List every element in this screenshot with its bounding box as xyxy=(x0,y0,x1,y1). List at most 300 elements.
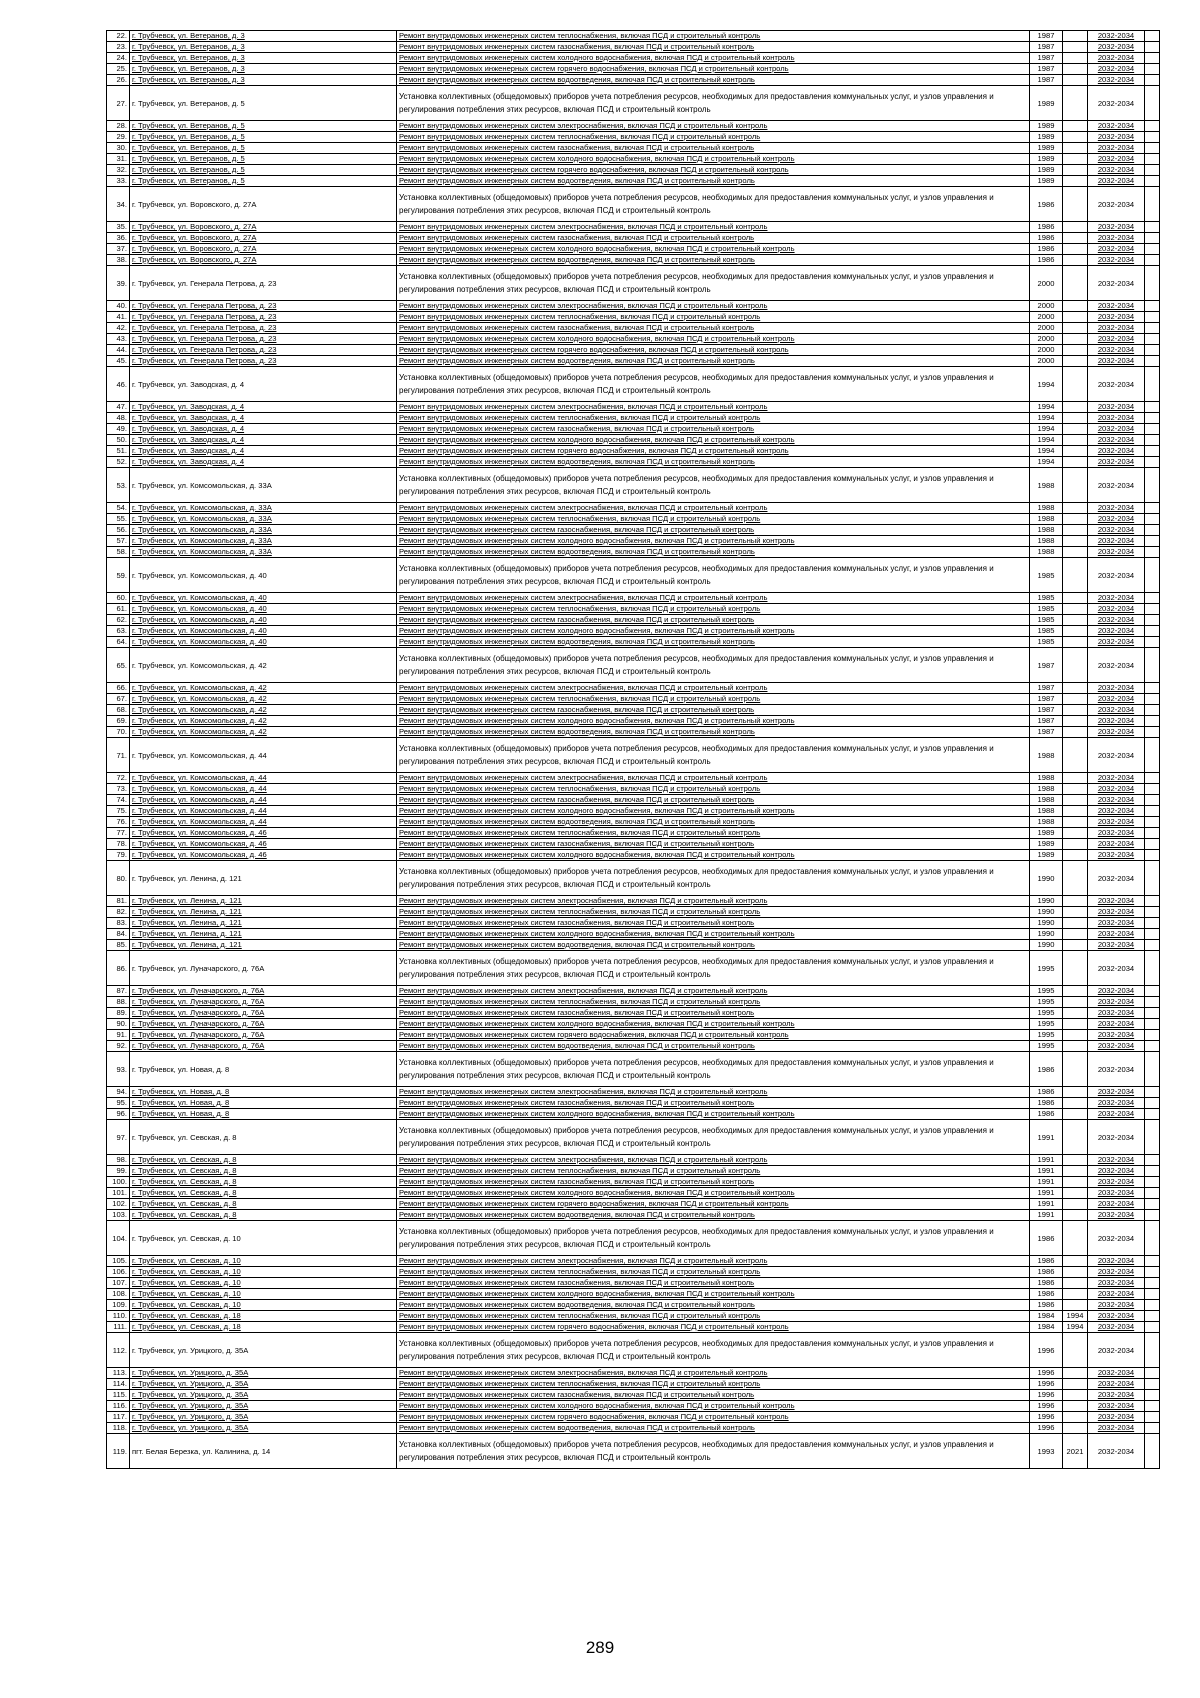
repair-schedule-table xyxy=(106,30,1160,1469)
row-number: 57. xyxy=(107,536,130,547)
planned-period-cell: 2032-2034 xyxy=(1088,457,1145,468)
address-cell: г. Трубчевск, ул. Ветеранов, д. 5 xyxy=(130,86,397,121)
address-cell: г. Трубчевск, ул. Урицкого, д. 35А xyxy=(130,1423,397,1434)
address-cell: г. Трубчевск, ул. Ветеранов, д. 5 xyxy=(130,176,397,187)
table-row xyxy=(107,457,1160,468)
empty-cell xyxy=(1145,165,1160,176)
address-cell: г. Трубчевск, ул. Воровского, д. 27А xyxy=(130,187,397,222)
address-cell: г. Трубчевск, ул. Комсомольская, д. 42 xyxy=(130,716,397,727)
empty-cell xyxy=(1145,694,1160,705)
work-type-cell: Ремонт внутридомовых инженерных систем холодного водоснабжения, включая ПСД и строительный контроль xyxy=(397,435,1030,446)
planned-period-cell: 2032-2034 xyxy=(1088,1423,1145,1434)
address-cell: г. Трубчевск, ул. Генерала Петрова, д. 23 xyxy=(130,312,397,323)
row-number: 110. xyxy=(107,1311,130,1322)
row-number: 101. xyxy=(107,1188,130,1199)
planned-period-cell: 2032-2034 xyxy=(1088,75,1145,86)
address-cell: г. Трубчевск, ул. Воровского, д. 27А xyxy=(130,255,397,266)
year-built-cell: 1985 xyxy=(1030,604,1063,615)
empty-cell xyxy=(1145,334,1160,345)
planned-period-cell: 2032-2034 xyxy=(1088,604,1145,615)
planned-period-cell: 2032-2034 xyxy=(1088,784,1145,795)
row-number: 114. xyxy=(107,1379,130,1390)
address-cell: г. Трубчевск, ул. Севская, д. 10 xyxy=(130,1256,397,1267)
address-cell: г. Трубчевск, ул. Луначарского, д. 76А xyxy=(130,1019,397,1030)
row-number: 92. xyxy=(107,1041,130,1052)
row-number: 97. xyxy=(107,1120,130,1155)
row-number: 59. xyxy=(107,558,130,593)
table-row xyxy=(107,918,1160,929)
row-number: 43. xyxy=(107,334,130,345)
empty-cell xyxy=(1145,1390,1160,1401)
planned-period-cell: 2032-2034 xyxy=(1088,1098,1145,1109)
year-built-cell: 1986 xyxy=(1030,1267,1063,1278)
year-repair-cell xyxy=(1063,75,1088,86)
row-number: 32. xyxy=(107,165,130,176)
year-repair-cell xyxy=(1063,424,1088,435)
row-number: 106. xyxy=(107,1267,130,1278)
row-number: 44. xyxy=(107,345,130,356)
year-built-cell: 1989 xyxy=(1030,132,1063,143)
year-repair-cell xyxy=(1063,121,1088,132)
planned-period-cell: 2032-2034 xyxy=(1088,1199,1145,1210)
planned-period-cell: 2032-2034 xyxy=(1088,312,1145,323)
address-cell: г. Трубчевск, ул. Севская, д. 18 xyxy=(130,1311,397,1322)
row-number: 79. xyxy=(107,850,130,861)
planned-period-cell: 2032-2034 xyxy=(1088,1412,1145,1423)
address-cell: г. Трубчевск, ул. Севская, д. 18 xyxy=(130,1322,397,1333)
work-type-cell: Ремонт внутридомовых инженерных систем электроснабжения, включая ПСД и строительный контроль xyxy=(397,986,1030,997)
year-repair-cell xyxy=(1063,244,1088,255)
year-repair-cell xyxy=(1063,986,1088,997)
planned-period-cell: 2032-2034 xyxy=(1088,525,1145,536)
work-type-cell: Ремонт внутридомовых инженерных систем газоснабжения, включая ПСД и строительный контроль xyxy=(397,795,1030,806)
year-repair-cell xyxy=(1063,784,1088,795)
work-type-cell: Установка коллективных (общедомовых) приборов учета потребления ресурсов, необходимых для предоставления коммунальных услуг, и узлов управления и регулирования потребления этих ресурсов, включая ПСД и строительный контроль xyxy=(397,266,1030,301)
address-cell: г. Трубчевск, ул. Ленина, д. 121 xyxy=(130,861,397,896)
planned-period-cell: 2032-2034 xyxy=(1088,356,1145,367)
table-row xyxy=(107,1098,1160,1109)
address-cell: г. Трубчевск, ул. Луначарского, д. 76А xyxy=(130,1030,397,1041)
row-number: 35. xyxy=(107,222,130,233)
year-repair-cell xyxy=(1063,86,1088,121)
year-repair-cell xyxy=(1063,839,1088,850)
empty-cell xyxy=(1145,839,1160,850)
planned-period-cell: 2032-2034 xyxy=(1088,997,1145,1008)
work-type-cell: Ремонт внутридомовых инженерных систем водоотведения, включая ПСД и строительный контроль xyxy=(397,1041,1030,1052)
table-row xyxy=(107,64,1160,75)
work-type-cell: Ремонт внутридомовых инженерных систем электроснабжения, включая ПСД и строительный контроль xyxy=(397,301,1030,312)
year-built-cell: 1994 xyxy=(1030,435,1063,446)
empty-cell xyxy=(1145,1052,1160,1087)
empty-cell xyxy=(1145,402,1160,413)
planned-period-cell: 2032-2034 xyxy=(1088,323,1145,334)
work-type-cell: Ремонт внутридомовых инженерных систем теплоснабжения, включая ПСД и строительный контроль xyxy=(397,1379,1030,1390)
work-type-cell: Ремонт внутридомовых инженерных систем электроснабжения, включая ПСД и строительный контроль xyxy=(397,1087,1030,1098)
work-type-cell: Ремонт внутридомовых инженерных систем электроснабжения, включая ПСД и строительный контроль xyxy=(397,503,1030,514)
year-repair-cell xyxy=(1063,806,1088,817)
year-repair-cell xyxy=(1063,266,1088,301)
year-repair-cell xyxy=(1063,1155,1088,1166)
empty-cell xyxy=(1145,1210,1160,1221)
planned-period-cell: 2032-2034 xyxy=(1088,132,1145,143)
work-type-cell: Ремонт внутридомовых инженерных систем водоотведения, включая ПСД и строительный контроль xyxy=(397,457,1030,468)
table-row xyxy=(107,683,1160,694)
year-repair-cell xyxy=(1063,1210,1088,1221)
planned-period-cell: 2032-2034 xyxy=(1088,1322,1145,1333)
year-repair-cell xyxy=(1063,1041,1088,1052)
year-repair-cell xyxy=(1063,547,1088,558)
year-repair-cell xyxy=(1063,773,1088,784)
planned-period-cell: 2032-2034 xyxy=(1088,1008,1145,1019)
year-repair-cell xyxy=(1063,1401,1088,1412)
year-built-cell: 1988 xyxy=(1030,547,1063,558)
year-built-cell: 1986 xyxy=(1030,255,1063,266)
row-number: 119. xyxy=(107,1434,130,1469)
table-row xyxy=(107,1221,1160,1256)
planned-period-cell: 2032-2034 xyxy=(1088,1041,1145,1052)
work-type-cell: Ремонт внутридомовых инженерных систем газоснабжения, включая ПСД и строительный контроль xyxy=(397,1390,1030,1401)
table-row xyxy=(107,244,1160,255)
table-row xyxy=(107,1120,1160,1155)
row-number: 31. xyxy=(107,154,130,165)
address-cell: г. Трубчевск, ул. Заводская, д. 4 xyxy=(130,457,397,468)
empty-cell xyxy=(1145,1188,1160,1199)
row-number: 40. xyxy=(107,301,130,312)
work-type-cell: Ремонт внутридомовых инженерных систем электроснабжения, включая ПСД и строительный контроль xyxy=(397,683,1030,694)
year-repair-cell xyxy=(1063,435,1088,446)
work-type-cell: Ремонт внутридомовых инженерных систем холодного водоснабжения, включая ПСД и строительный контроль xyxy=(397,1109,1030,1120)
table-row xyxy=(107,784,1160,795)
empty-cell xyxy=(1145,525,1160,536)
planned-period-cell: 2032-2034 xyxy=(1088,514,1145,525)
row-number: 39. xyxy=(107,266,130,301)
table-row xyxy=(107,637,1160,648)
planned-period-cell: 2032-2034 xyxy=(1088,536,1145,547)
year-built-cell: 1988 xyxy=(1030,738,1063,773)
table-row xyxy=(107,345,1160,356)
table-row xyxy=(107,187,1160,222)
empty-cell xyxy=(1145,121,1160,132)
planned-period-cell: 2032-2034 xyxy=(1088,1019,1145,1030)
address-cell: г. Трубчевск, ул. Севская, д. 8 xyxy=(130,1188,397,1199)
planned-period-cell: 2032-2034 xyxy=(1088,1333,1145,1368)
year-built-cell: 1987 xyxy=(1030,716,1063,727)
planned-period-cell: 2032-2034 xyxy=(1088,468,1145,503)
year-repair-cell xyxy=(1063,1188,1088,1199)
year-built-cell: 1985 xyxy=(1030,593,1063,604)
address-cell: г. Трубчевск, ул. Ветеранов, д. 5 xyxy=(130,121,397,132)
year-built-cell: 1987 xyxy=(1030,727,1063,738)
work-type-cell: Ремонт внутридомовых инженерных систем теплоснабжения, включая ПСД и строительный контроль xyxy=(397,907,1030,918)
table-row xyxy=(107,1423,1160,1434)
year-built-cell: 1988 xyxy=(1030,525,1063,536)
empty-cell xyxy=(1145,1098,1160,1109)
year-repair-cell xyxy=(1063,1008,1088,1019)
empty-cell xyxy=(1145,738,1160,773)
planned-period-cell: 2032-2034 xyxy=(1088,1278,1145,1289)
row-number: 70. xyxy=(107,727,130,738)
row-number: 87. xyxy=(107,986,130,997)
row-number: 46. xyxy=(107,367,130,402)
empty-cell xyxy=(1145,187,1160,222)
table-row xyxy=(107,547,1160,558)
address-cell: г. Трубчевск, ул. Ветеранов, д. 5 xyxy=(130,165,397,176)
row-number: 115. xyxy=(107,1390,130,1401)
work-type-cell: Установка коллективных (общедомовых) приборов учета потребления ресурсов, необходимых для предоставления коммунальных услуг, и узлов управления и регулирования потребления этих ресурсов, включая ПСД и строительный контроль xyxy=(397,1434,1030,1469)
year-built-cell: 1989 xyxy=(1030,828,1063,839)
address-cell: г. Трубчевск, ул. Генерала Петрова, д. 23 xyxy=(130,266,397,301)
planned-period-cell: 2032-2034 xyxy=(1088,694,1145,705)
work-type-cell: Ремонт внутридомовых инженерных систем газоснабжения, включая ПСД и строительный контроль xyxy=(397,918,1030,929)
year-repair-cell xyxy=(1063,53,1088,64)
year-built-cell: 1986 xyxy=(1030,1221,1063,1256)
work-type-cell: Ремонт внутридомовых инженерных систем горячего водоснабжения, включая ПСД и строительный контроль xyxy=(397,1030,1030,1041)
row-number: 65. xyxy=(107,648,130,683)
year-repair-cell xyxy=(1063,525,1088,536)
year-built-cell: 1989 xyxy=(1030,86,1063,121)
table-row xyxy=(107,615,1160,626)
year-repair-cell xyxy=(1063,31,1088,42)
year-built-cell: 1994 xyxy=(1030,424,1063,435)
planned-period-cell: 2032-2034 xyxy=(1088,222,1145,233)
table-row xyxy=(107,266,1160,301)
work-type-cell: Ремонт внутридомовых инженерных систем электроснабжения, включая ПСД и строительный контроль xyxy=(397,121,1030,132)
table-row xyxy=(107,356,1160,367)
work-type-cell: Ремонт внутридомовых инженерных систем холодного водоснабжения, включая ПСД и строительный контроль xyxy=(397,154,1030,165)
work-type-cell: Ремонт внутридомовых инженерных систем горячего водоснабжения, включая ПСД и строительный контроль xyxy=(397,165,1030,176)
row-number: 50. xyxy=(107,435,130,446)
table-row xyxy=(107,367,1160,402)
planned-period-cell: 2032-2034 xyxy=(1088,1311,1145,1322)
table-row xyxy=(107,1052,1160,1087)
year-repair-cell xyxy=(1063,165,1088,176)
planned-period-cell: 2032-2034 xyxy=(1088,446,1145,457)
year-built-cell: 2000 xyxy=(1030,334,1063,345)
address-cell: г. Трубчевск, ул. Урицкого, д. 35А xyxy=(130,1401,397,1412)
empty-cell xyxy=(1145,1289,1160,1300)
year-repair-cell xyxy=(1063,1289,1088,1300)
year-built-cell: 1985 xyxy=(1030,558,1063,593)
year-repair-cell xyxy=(1063,1030,1088,1041)
year-built-cell: 1996 xyxy=(1030,1333,1063,1368)
year-built-cell: 1988 xyxy=(1030,817,1063,828)
empty-cell xyxy=(1145,683,1160,694)
table-row xyxy=(107,222,1160,233)
table-row xyxy=(107,861,1160,896)
row-number: 95. xyxy=(107,1098,130,1109)
table-row xyxy=(107,143,1160,154)
address-cell: г. Трубчевск, ул. Комсомольская, д. 40 xyxy=(130,604,397,615)
year-built-cell: 2000 xyxy=(1030,312,1063,323)
address-cell: г. Трубчевск, ул. Ветеранов, д. 3 xyxy=(130,64,397,75)
row-number: 42. xyxy=(107,323,130,334)
address-cell: г. Трубчевск, ул. Севская, д. 10 xyxy=(130,1300,397,1311)
table-row xyxy=(107,402,1160,413)
work-type-cell: Ремонт внутридомовых инженерных систем водоотведения, включая ПСД и строительный контроль xyxy=(397,1423,1030,1434)
address-cell: г. Трубчевск, ул. Луначарского, д. 76А xyxy=(130,1008,397,1019)
address-cell: г. Трубчевск, ул. Ветеранов, д. 5 xyxy=(130,132,397,143)
year-repair-cell: 1994 xyxy=(1063,1311,1088,1322)
work-type-cell: Ремонт внутридомовых инженерных систем водоотведения, включая ПСД и строительный контроль xyxy=(397,176,1030,187)
table-row xyxy=(107,1210,1160,1221)
year-built-cell: 1988 xyxy=(1030,503,1063,514)
table-row xyxy=(107,716,1160,727)
table-row xyxy=(107,86,1160,121)
address-cell: г. Трубчевск, ул. Комсомольская, д. 42 xyxy=(130,683,397,694)
address-cell: г. Трубчевск, ул. Ветеранов, д. 3 xyxy=(130,53,397,64)
planned-period-cell: 2032-2034 xyxy=(1088,558,1145,593)
year-repair-cell xyxy=(1063,907,1088,918)
empty-cell xyxy=(1145,222,1160,233)
empty-cell xyxy=(1145,1434,1160,1469)
empty-cell xyxy=(1145,1120,1160,1155)
planned-period-cell: 2032-2034 xyxy=(1088,738,1145,773)
address-cell: г. Трубчевск, ул. Луначарского, д. 76А xyxy=(130,997,397,1008)
empty-cell xyxy=(1145,64,1160,75)
year-repair-cell xyxy=(1063,1109,1088,1120)
empty-cell xyxy=(1145,986,1160,997)
table-row xyxy=(107,176,1160,187)
year-built-cell: 1987 xyxy=(1030,705,1063,716)
empty-cell xyxy=(1145,446,1160,457)
address-cell: г. Трубчевск, ул. Ленина, д. 121 xyxy=(130,896,397,907)
table-row xyxy=(107,817,1160,828)
row-number: 108. xyxy=(107,1289,130,1300)
planned-period-cell: 2032-2034 xyxy=(1088,907,1145,918)
empty-cell xyxy=(1145,773,1160,784)
empty-cell xyxy=(1145,907,1160,918)
row-number: 80. xyxy=(107,861,130,896)
planned-period-cell: 2032-2034 xyxy=(1088,795,1145,806)
row-number: 47. xyxy=(107,402,130,413)
planned-period-cell: 2032-2034 xyxy=(1088,1120,1145,1155)
document-page xyxy=(106,30,1148,1469)
work-type-cell: Ремонт внутридомовых инженерных систем холодного водоснабжения, включая ПСД и строительный контроль xyxy=(397,334,1030,345)
year-repair-cell xyxy=(1063,705,1088,716)
year-built-cell: 1987 xyxy=(1030,42,1063,53)
work-type-cell: Ремонт внутридомовых инженерных систем электроснабжения, включая ПСД и строительный контроль xyxy=(397,402,1030,413)
year-repair-cell xyxy=(1063,457,1088,468)
address-cell: г. Трубчевск, ул. Ветеранов, д. 5 xyxy=(130,154,397,165)
work-type-cell: Ремонт внутридомовых инженерных систем теплоснабжения, включая ПСД и строительный контроль xyxy=(397,1311,1030,1322)
work-type-cell: Установка коллективных (общедомовых) приборов учета потребления ресурсов, необходимых для предоставления коммунальных услуг, и узлов управления и регулирования потребления этих ресурсов, включая ПСД и строительный контроль xyxy=(397,1120,1030,1155)
empty-cell xyxy=(1145,1019,1160,1030)
planned-period-cell: 2032-2034 xyxy=(1088,1177,1145,1188)
row-number: 24. xyxy=(107,53,130,64)
empty-cell xyxy=(1145,457,1160,468)
table-row xyxy=(107,738,1160,773)
empty-cell xyxy=(1145,806,1160,817)
address-cell: г. Трубчевск, ул. Ленина, д. 121 xyxy=(130,929,397,940)
empty-cell xyxy=(1145,244,1160,255)
row-number: 74. xyxy=(107,795,130,806)
planned-period-cell: 2032-2034 xyxy=(1088,806,1145,817)
work-type-cell: Установка коллективных (общедомовых) приборов учета потребления ресурсов, необходимых для предоставления коммунальных услуг, и узлов управления и регулирования потребления этих ресурсов, включая ПСД и строительный контроль xyxy=(397,367,1030,402)
year-built-cell: 1990 xyxy=(1030,940,1063,951)
year-built-cell: 1994 xyxy=(1030,446,1063,457)
planned-period-cell: 2032-2034 xyxy=(1088,896,1145,907)
address-cell: г. Трубчевск, ул. Воровского, д. 27А xyxy=(130,233,397,244)
work-type-cell: Ремонт внутридомовых инженерных систем горячего водоснабжения, включая ПСД и строительный контроль xyxy=(397,1412,1030,1423)
row-number: 56. xyxy=(107,525,130,536)
work-type-cell: Ремонт внутридомовых инженерных систем холодного водоснабжения, включая ПСД и строительный контроль xyxy=(397,1188,1030,1199)
planned-period-cell: 2032-2034 xyxy=(1088,850,1145,861)
empty-cell xyxy=(1145,1199,1160,1210)
table-body xyxy=(107,31,1160,1469)
planned-period-cell: 2032-2034 xyxy=(1088,1267,1145,1278)
year-repair-cell xyxy=(1063,143,1088,154)
table-row xyxy=(107,1109,1160,1120)
year-repair-cell xyxy=(1063,356,1088,367)
address-cell: г. Трубчевск, ул. Ленина, д. 121 xyxy=(130,940,397,951)
planned-period-cell: 2032-2034 xyxy=(1088,176,1145,187)
table-row xyxy=(107,31,1160,42)
planned-period-cell: 2032-2034 xyxy=(1088,951,1145,986)
work-type-cell: Ремонт внутридомовых инженерных систем горячего водоснабжения, включая ПСД и строительный контроль xyxy=(397,1322,1030,1333)
planned-period-cell: 2032-2034 xyxy=(1088,637,1145,648)
year-repair-cell xyxy=(1063,233,1088,244)
row-number: 41. xyxy=(107,312,130,323)
address-cell: г. Трубчевск, ул. Комсомольская, д. 42 xyxy=(130,648,397,683)
empty-cell xyxy=(1145,918,1160,929)
table-row xyxy=(107,773,1160,784)
work-type-cell: Ремонт внутридомовых инженерных систем холодного водоснабжения, включая ПСД и строительный контроль xyxy=(397,850,1030,861)
work-type-cell: Ремонт внутридомовых инженерных систем водоотведения, включая ПСД и строительный контроль xyxy=(397,1300,1030,1311)
work-type-cell: Ремонт внутридомовых инженерных систем холодного водоснабжения, включая ПСД и строительный контроль xyxy=(397,806,1030,817)
row-number: 109. xyxy=(107,1300,130,1311)
planned-period-cell: 2032-2034 xyxy=(1088,918,1145,929)
empty-cell xyxy=(1145,896,1160,907)
planned-period-cell: 2032-2034 xyxy=(1088,716,1145,727)
planned-period-cell: 2032-2034 xyxy=(1088,861,1145,896)
planned-period-cell: 2032-2034 xyxy=(1088,1188,1145,1199)
year-built-cell: 1989 xyxy=(1030,839,1063,850)
planned-period-cell: 2032-2034 xyxy=(1088,165,1145,176)
row-number: 117. xyxy=(107,1412,130,1423)
address-cell: г. Трубчевск, ул. Комсомольская, д. 44 xyxy=(130,817,397,828)
planned-period-cell: 2032-2034 xyxy=(1088,773,1145,784)
table-row xyxy=(107,1188,1160,1199)
work-type-cell: Ремонт внутридомовых инженерных систем теплоснабжения, включая ПСД и строительный контроль xyxy=(397,604,1030,615)
empty-cell xyxy=(1145,176,1160,187)
table-row xyxy=(107,42,1160,53)
year-built-cell: 1988 xyxy=(1030,536,1063,547)
planned-period-cell: 2032-2034 xyxy=(1088,986,1145,997)
empty-cell xyxy=(1145,604,1160,615)
table-row xyxy=(107,233,1160,244)
planned-period-cell: 2032-2034 xyxy=(1088,143,1145,154)
table-row xyxy=(107,334,1160,345)
row-number: 102. xyxy=(107,1199,130,1210)
year-repair-cell xyxy=(1063,694,1088,705)
year-repair-cell xyxy=(1063,929,1088,940)
empty-cell xyxy=(1145,1221,1160,1256)
address-cell: г. Трубчевск, ул. Севская, д. 8 xyxy=(130,1155,397,1166)
work-type-cell: Ремонт внутридомовых инженерных систем теплоснабжения, включая ПСД и строительный контроль xyxy=(397,31,1030,42)
table-row xyxy=(107,997,1160,1008)
work-type-cell: Установка коллективных (общедомовых) приборов учета потребления ресурсов, необходимых для предоставления коммунальных услуг, и узлов управления и регулирования потребления этих ресурсов, включая ПСД и строительный контроль xyxy=(397,951,1030,986)
year-built-cell: 1986 xyxy=(1030,1109,1063,1120)
year-built-cell: 1991 xyxy=(1030,1120,1063,1155)
year-built-cell: 1985 xyxy=(1030,615,1063,626)
address-cell: г. Трубчевск, ул. Комсомольская, д. 42 xyxy=(130,727,397,738)
planned-period-cell: 2032-2034 xyxy=(1088,615,1145,626)
address-cell: г. Трубчевск, ул. Урицкого, д. 35А xyxy=(130,1412,397,1423)
table-row xyxy=(107,1379,1160,1390)
year-built-cell: 1996 xyxy=(1030,1390,1063,1401)
empty-cell xyxy=(1145,1177,1160,1188)
year-repair-cell xyxy=(1063,918,1088,929)
